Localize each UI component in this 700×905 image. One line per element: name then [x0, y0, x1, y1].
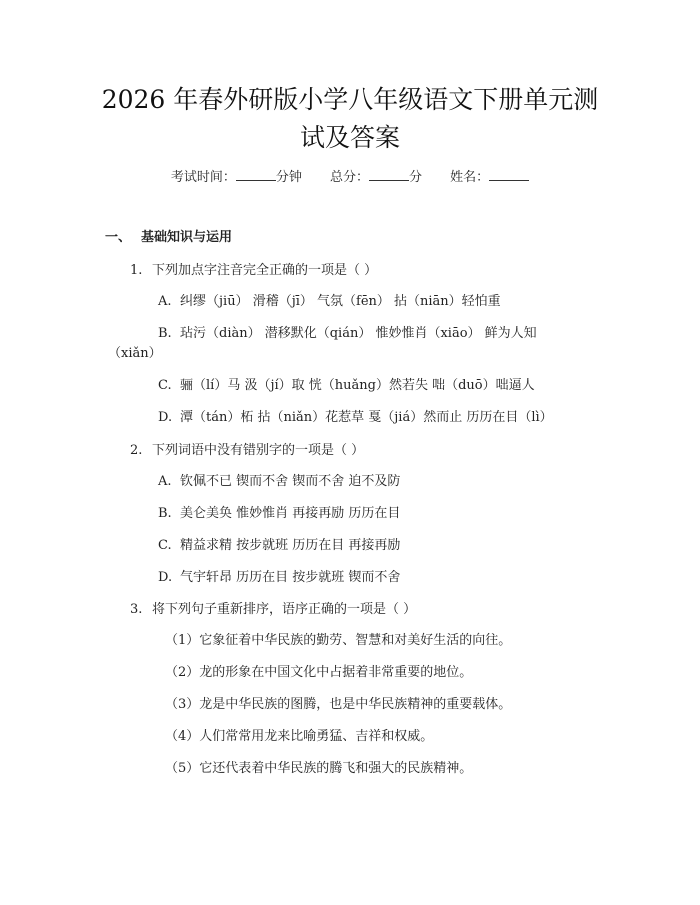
q1-option-b-continued: [108, 344, 162, 364]
q2-option-b: [158, 504, 400, 524]
question-3: [130, 600, 416, 620]
question-1: [130, 261, 377, 281]
option-text: 潭（tán）柘 拈（niǎn）花惹草 戛（jiá）然而止 历历在目（lì）: [180, 410, 553, 425]
score-unit: 分: [409, 170, 423, 185]
question-text: 下列加点字注音完全正确的一项是（ ）: [152, 263, 378, 278]
question-2: [130, 441, 364, 461]
option-text: 玷污（diàn） 潜移默化（qián） 惟妙惟肖（xiāo） 鲜为人知: [180, 326, 537, 341]
option-label: A.: [158, 294, 172, 309]
option-label: A.: [158, 474, 172, 489]
q1-option-d: [158, 408, 553, 428]
name-blank: [489, 168, 529, 181]
q3-sentence-3: （3）龙是中华民族的图腾，也是中华民族精神的重要载体。: [165, 697, 512, 712]
option-label: B.: [158, 326, 172, 341]
q3-sentence-1: （1）它象征着中华民族的勤劳、智慧和对美好生活的向往。: [165, 633, 512, 648]
score-field: [330, 168, 422, 188]
page-title-line-2: 试及答案: [299, 123, 400, 152]
time-field: [171, 168, 302, 188]
score-label: 总分：: [329, 170, 369, 185]
option-label: C.: [158, 378, 172, 393]
option-text: 骊（lí）马 汲（jí）取 恍（huǎng）然若失 咄（duō）咄逼人: [180, 378, 535, 393]
section-heading: [105, 228, 232, 248]
question-text: 将下列句子重新排序，语序正确的一项是（ ）: [152, 602, 417, 617]
name-label: 姓名：: [450, 170, 490, 185]
q2-option-c: [158, 536, 400, 556]
q2-option-d: [158, 568, 400, 588]
option-label: C.: [158, 538, 172, 553]
time-unit: 分钟: [275, 170, 302, 185]
option-text: 钦佩不已 锲而不舍 锲而不舍 迫不及防: [180, 474, 401, 489]
question-number: 3.: [130, 602, 143, 617]
question-number: 2.: [130, 443, 143, 458]
question-text: 下列词语中没有错别字的一项是（ ）: [152, 443, 365, 458]
q2-option-a: [158, 472, 400, 492]
q3-sentence-4: （4）人们常常用龙来比喻勇猛、吉祥和权威。: [165, 729, 434, 744]
time-blank: [236, 168, 276, 181]
q1-option-b: [158, 324, 537, 344]
option-label: B.: [158, 506, 172, 521]
option-text: 精益求精 按步就班 历历在目 再接再励: [180, 538, 401, 553]
score-blank: [369, 168, 409, 181]
option-text: 美仑美奂 惟妙惟肖 再接再励 历历在目: [180, 506, 401, 521]
page-title-line-1: 2026 年春外研版小学八年级语文下册单元测: [101, 85, 599, 114]
q1-option-c: [158, 376, 535, 396]
option-label: D.: [158, 410, 173, 425]
option-label: D.: [158, 570, 173, 585]
time-label: 考试时间：: [170, 170, 236, 185]
section-title: 基础知识与运用: [141, 230, 233, 245]
q3-sentence-5: （5）它还代表着中华民族的腾飞和强大的民族精神。: [165, 761, 473, 776]
question-number: 1.: [130, 263, 143, 278]
exam-info: [0, 168, 700, 188]
option-text-wrap: （xiǎn）: [108, 346, 162, 361]
option-text: 纠缪（jiū） 滑稽（jī） 气氛（fēn） 拈（niān）轻怕重: [180, 294, 501, 309]
q3-sentence-2: （2）龙的形象在中国文化中占据着非常重要的地位。: [165, 665, 473, 680]
q1-option-a: [158, 292, 501, 312]
option-text: 气宇轩昂 历历在目 按步就班 锲而不舍: [180, 570, 401, 585]
name-field: [450, 168, 529, 188]
section-number: 一、: [105, 230, 132, 245]
